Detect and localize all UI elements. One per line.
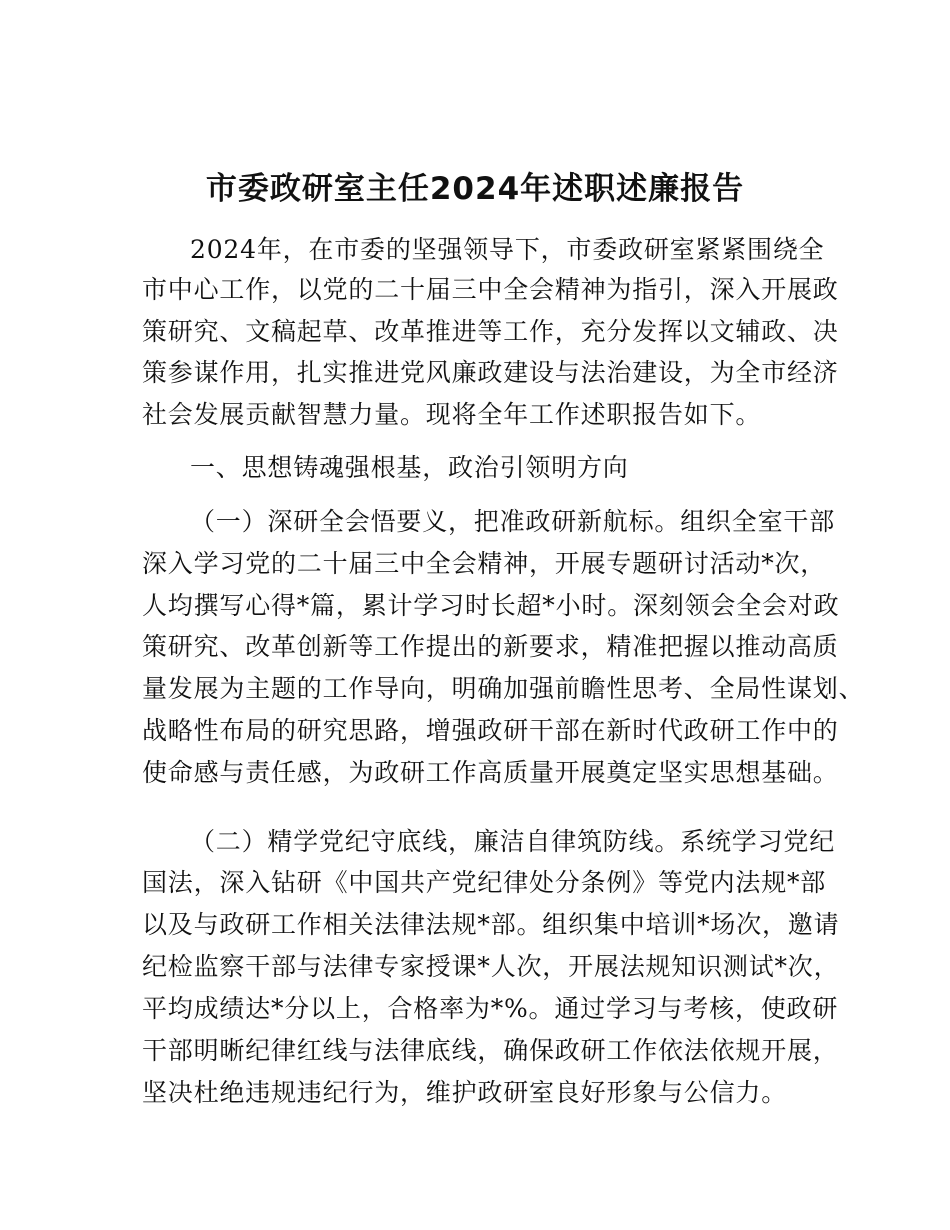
- paragraph-line: 干部明晰纪律红线与法律底线，确保政研工作依法依规开展，: [142, 1036, 839, 1065]
- paragraph-line: 以及与政研工作相关法律法规*部。组织集中培训*场次，邀请: [142, 910, 840, 939]
- paragraph-line: 平均成绩达*分以上，合格率为*%。通过学习与考核，使政研: [142, 994, 839, 1023]
- paragraph-line: 国法，深入钻研《中国共产党纪律处分条例》等党内法规*部: [142, 868, 827, 897]
- paragraph-line: （二）精学党纪守底线，廉洁自律筑防线。系统学习党纪: [190, 827, 836, 856]
- paragraph-line: 深入学习党的二十届三中全会精神，开展专题研讨活动*次，: [142, 549, 827, 578]
- paragraph-line: 策研究、改革创新等工作提出的新要求，精准把握以推动高质: [142, 632, 839, 661]
- section-heading: 一、思想铸魂强根基，政治引领明方向: [190, 453, 629, 482]
- paragraph-line: 社会发展贡献智慧力量。现将全年工作述职报告如下。: [142, 400, 762, 429]
- paragraph-line: 市中心工作，以党的二十届三中全会精神为指引，深入开展政: [142, 275, 839, 304]
- paragraph-line: 策研究、文稿起草、改革推进等工作，充分发挥以文辅政、决: [142, 317, 839, 346]
- paragraph-line: 使命感与责任感，为政研工作高质量开展奠定坚实思想基础。: [142, 758, 839, 787]
- paragraph-line: 策参谋作用，扎实推进党风廉政建设与法治建设，为全市经济: [142, 358, 839, 387]
- paragraph-line: 纪检监察干部与法律专家授课*人次，开展法规知识测试*次，: [142, 952, 840, 981]
- paragraph-line: 2024年，在市委的坚强领导下，市委政研室紧紧围绕全: [190, 235, 825, 264]
- paragraph-line: 量发展为主题的工作导向，明确加强前瞻性思考、全局性谋划、: [142, 674, 865, 703]
- paragraph-line: 坚决杜绝违规违纪行为，维护政研室良好形象与公信力。: [142, 1078, 788, 1107]
- document-title: 市委政研室主任2024年述职述廉报告: [205, 171, 745, 207]
- paragraph-line: 战略性布局的研究思路，增强政研干部在新时代政研工作中的: [142, 716, 839, 745]
- paragraph-line: （一）深研全会悟要义，把准政研新航标。组织全室干部: [190, 507, 836, 536]
- paragraph-line: 人均撰写心得*篇，累计学习时长超*小时。深刻领会全会对政: [142, 591, 840, 620]
